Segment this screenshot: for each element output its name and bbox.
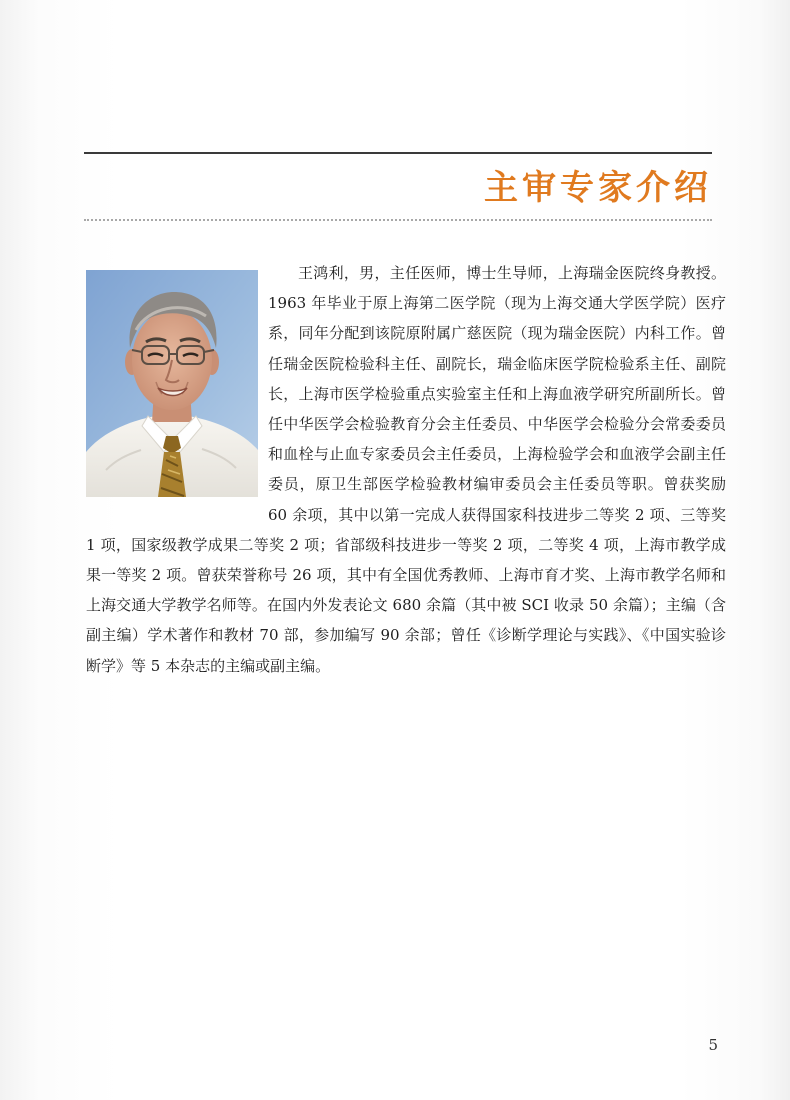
top-rule (84, 152, 712, 154)
biography (86, 258, 726, 681)
page-number: 5 (708, 1036, 718, 1054)
section-title: 主审专家介绍 (484, 168, 712, 208)
dotted-rule (84, 219, 712, 221)
biography-text: 王鸿利，男，主任医师，博士生导师，上海瑞金医院终身教授。1963 年毕业于原上海第二医学院（现为上海交通大学医学院）医疗系，同年分配到该院原附属广慈医院（现为瑞金医院）内科工作。曾任瑞金医院检验科主任、副院长，瑞金临床医学院检验系主任、副院长，上海市医学检验重点实验室主任和上海血液学研究所副所长。曾任中华医学会检验教育分会主任委员、中华医学会检验分会常委委员和血栓与止血专家委员会主任委员，上海检验学会和血液学会副主任委员，原卫生部医学检验教材编审委员会主任委员等职。曾获奖励 60 余项，其中以第一完成人获得国家科技进步二等奖 2 项、三等奖 1 项，国家级教学成果二等奖 2 项；省部级科技进步一等奖 2 项，二等奖 4 项，上海市教学成果一等奖 2 项。曾获荣誉称号 26 项，其中有全国优秀教师、上海市育才奖、上海市教学名师和上海交通大学教学名师等。在国内外发表论文 680 余篇（其中被 SCI 收录 50 余篇）；主编（含副主编）学术著作和教材 70 部，参加编写 90 余部；曾任《诊断学理论与实践》、《中国实验诊断学》等 5 本杂志的主编或副主编。 (86, 264, 726, 675)
portrait-space (86, 258, 258, 528)
